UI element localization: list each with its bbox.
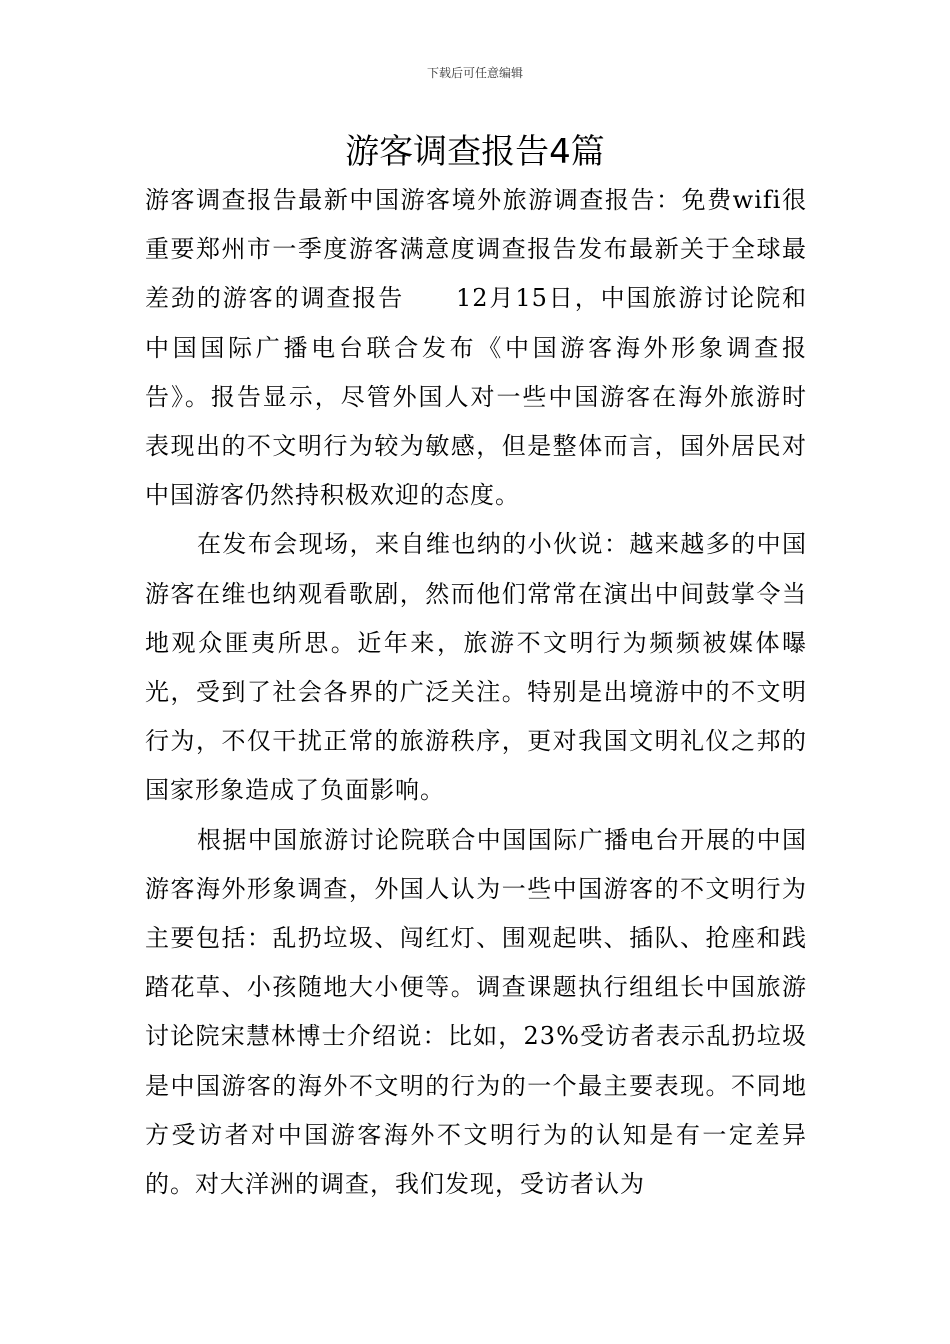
document-title: 游客调查报告4篇 (345, 132, 605, 172)
paragraph-1: 游客调查报告最新中国游客境外旅游调查报告：免费wifi很重要郑州市一季度游客满意度调查报告发布最新关于全球最差劲的游客的调查报告 12月15日，中国旅游讨论院和中国国际广播电台联合发布《中国游客海外形象调查报告》。报告显示，尽管外国人对一些中国游客在海外旅游时表现出的不文明行为较为敏感，但是整体而言，国外居民对中国游客仍然持积极欢迎的态度。 (145, 186, 807, 510)
document-body (145, 176, 807, 1209)
paragraph-2: 在发布会现场，来自维也纳的小伙说：越来越多的中国游客在维也纳观看歌剧，然而他们常常在演出中间鼓掌令当地观众匪夷所思。近年来，旅游不文明行为频频被媒体曝光，受到了社会各界的广泛关注。特别是出境游中的不文明行为，不仅干扰正常的旅游秩序，更对我国文明礼仪之邦的国家形象造成了负面影响。 (145, 530, 807, 805)
header-note: 下载后可任意编辑 (426, 66, 523, 80)
paragraph-3: 根据中国旅游讨论院联合中国国际广播电台开展的中国游客海外形象调查，外国人认为一些中国游客的不文明行为主要包括：乱扔垃圾、闯红灯、围观起哄、插队、抢座和践踏花草、小孩随地大小便等。调查课题执行组组长中国旅游讨论院宋慧林博士介绍说：比如，23%受访者表示乱扔垃圾是中国游客的海外不文明的行为的一个最主要表现。不同地方受访者对中国游客海外不文明行为的认知是有一定差异的。对大洋洲的调查，我们发现，受访者认为 (145, 825, 807, 1199)
